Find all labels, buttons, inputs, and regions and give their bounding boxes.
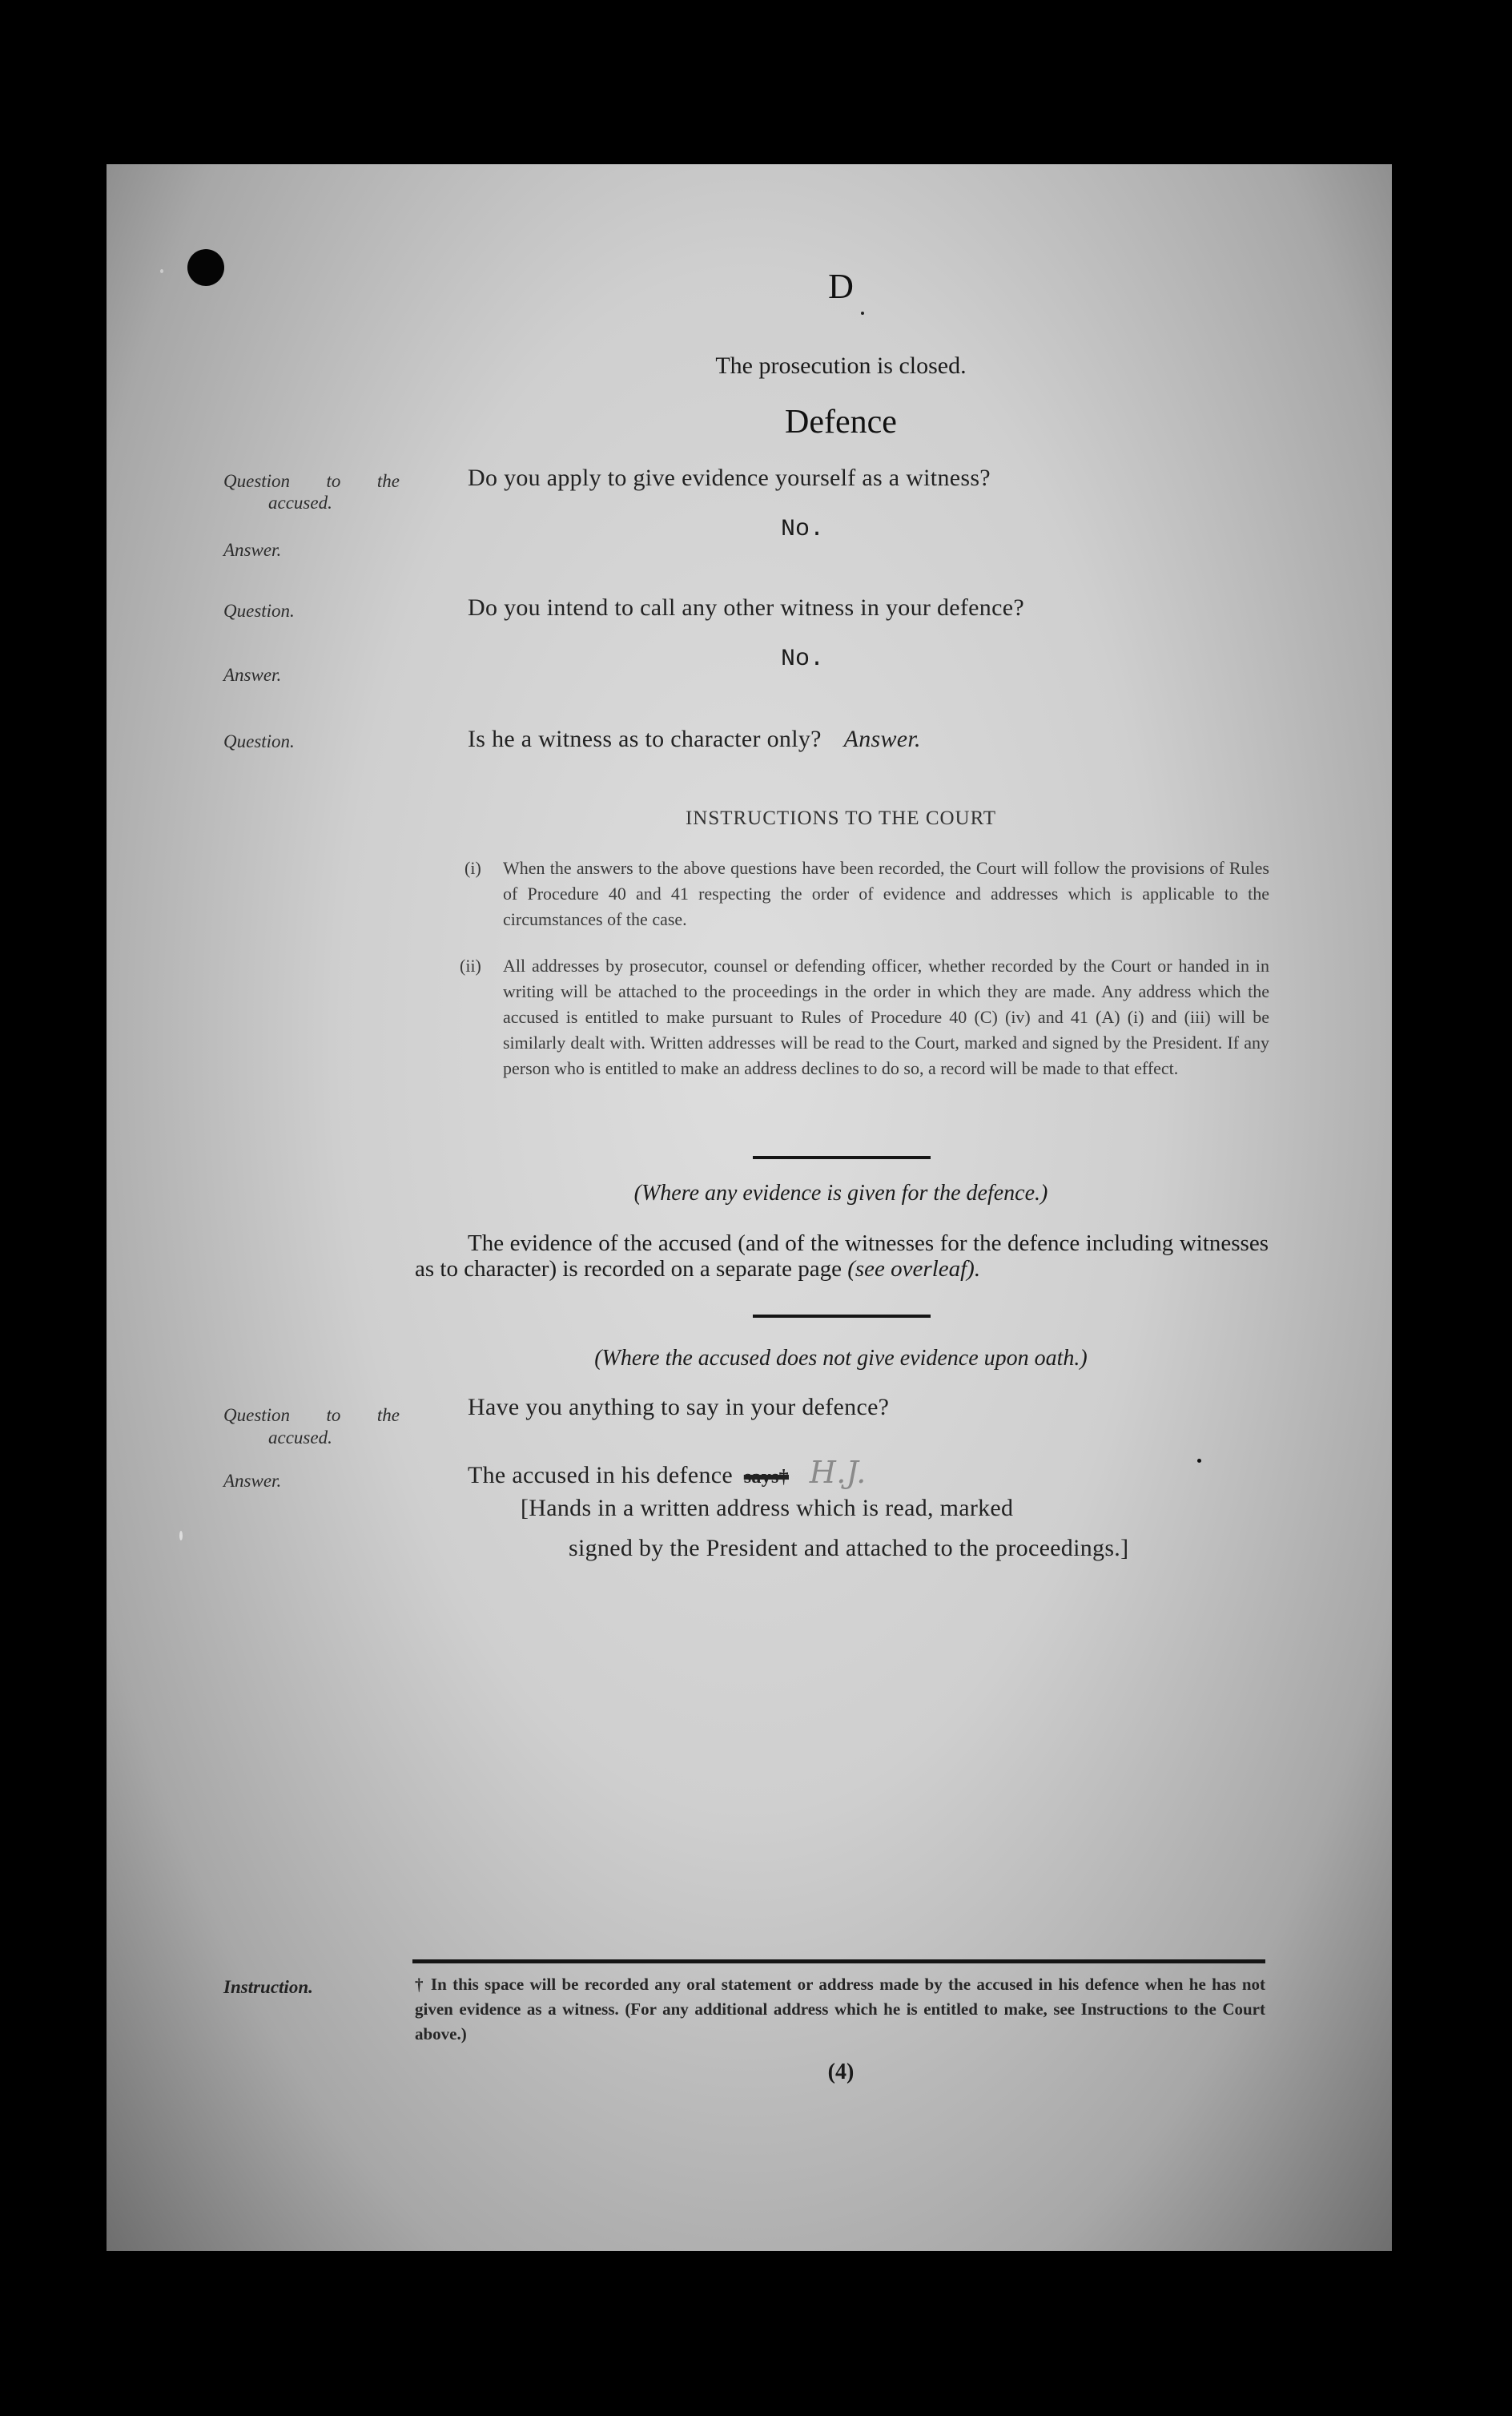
answer-label: Answer.: [223, 1471, 282, 1491]
evidence-paragraph: [415, 1230, 1269, 1282]
prosecution-closed-text: The prosecution is closed.: [715, 352, 967, 379]
answer-line-3: signed by the President and attached to the proceedings.]: [569, 1535, 1129, 1561]
question-label: [223, 469, 400, 493]
page-number: (4): [827, 2060, 855, 2084]
answer-label: Answer.: [223, 540, 282, 560]
question-label-line1: Question to the: [223, 471, 400, 491]
instruction-number: (i): [464, 858, 481, 878]
question-label: [223, 1403, 400, 1427]
instruction-text: When the answers to the above questions have been recorded, the Court will follow the provisions of Rules of Procedure 40 and 41 respecting the order of evidence and addresses which is applicable to the circumstances of the case.: [503, 858, 1269, 929]
question-text-content: Is he a witness as to character only?: [468, 726, 822, 752]
footnote-text: † In this space will be recorded any oral statement or address made by the accused in his defence when he has not given evidence as a witness. (For any additional address which he is entitled to make, see Instructions to the Court above.): [415, 1975, 1265, 2044]
page-letter: D: [828, 267, 854, 306]
film-speck: [179, 1531, 183, 1540]
film-speck: [861, 312, 864, 315]
question-text: Do you intend to call any other witness in your defence?: [468, 594, 1024, 621]
no-oath-heading: (Where the accused does not give evidence upon oath.): [594, 1346, 1088, 1371]
evidence-text: The evidence of the accused (and of the witnesses for the defence including witnesses as to character) is recorded on a separate page: [415, 1230, 1269, 1282]
instruction-item: [460, 953, 1269, 1081]
film-speck: [1197, 1459, 1201, 1463]
instruction-label: Instruction.: [223, 1977, 313, 1997]
answer-inline-label: Answer.: [843, 726, 921, 752]
instruction-number: (ii): [460, 956, 481, 976]
struck-word: says†: [743, 1467, 789, 1488]
question-label-line2: accused.: [268, 1427, 332, 1448]
answer-prefix: The accused in his defence: [468, 1462, 733, 1488]
question-text: [468, 726, 1349, 753]
evidence-see-overleaf: (see overleaf).: [847, 1256, 981, 1282]
answer-text: No.: [781, 516, 825, 543]
instruction-text: All addresses by prosecutor, counsel or defending officer, whether recorded by the Court or handed in in writing will be attached to the proceedings in the order in which they are made. Any address which the accused is entitled to make pursuant to Rules of Procedure 40 (C) (iv) and 41 (A) (i) and (iii) will be similarly dealt with. Written addresses will be read to the Court, marked and signed by the President. If any person who is entitled to make an address declines to do so, a record will be made to that effect.: [503, 956, 1269, 1078]
answer-line-1: [468, 1455, 1349, 1490]
punch-hole-mark: [187, 249, 224, 286]
handwritten-initials: H.J.: [809, 1455, 867, 1490]
question-label: Question.: [223, 731, 295, 751]
film-speck: [160, 269, 163, 273]
evidence-heading: (Where any evidence is given for the defence.): [633, 1181, 1048, 1206]
section-title: Defence: [785, 404, 897, 441]
answer-label: Answer.: [223, 665, 282, 685]
question-label: Question.: [223, 601, 295, 621]
section-divider: [753, 1156, 931, 1159]
instructions-title: INSTRUCTIONS TO THE COURT: [685, 807, 997, 829]
question-label-line1: Question to the: [223, 1405, 400, 1425]
section-divider: [753, 1315, 931, 1318]
footnote-rule: [412, 1959, 1265, 1963]
answer-line-2: [Hands in a written address which is read, marked: [521, 1495, 1014, 1521]
question-text: Do you apply to give evidence yourself as a witness?: [468, 465, 991, 491]
question-text: Have you anything to say in your defence?: [468, 1394, 890, 1420]
answer-text: No.: [781, 646, 825, 673]
instruction-item: [464, 856, 1269, 932]
question-label-line2: accused.: [268, 493, 332, 513]
